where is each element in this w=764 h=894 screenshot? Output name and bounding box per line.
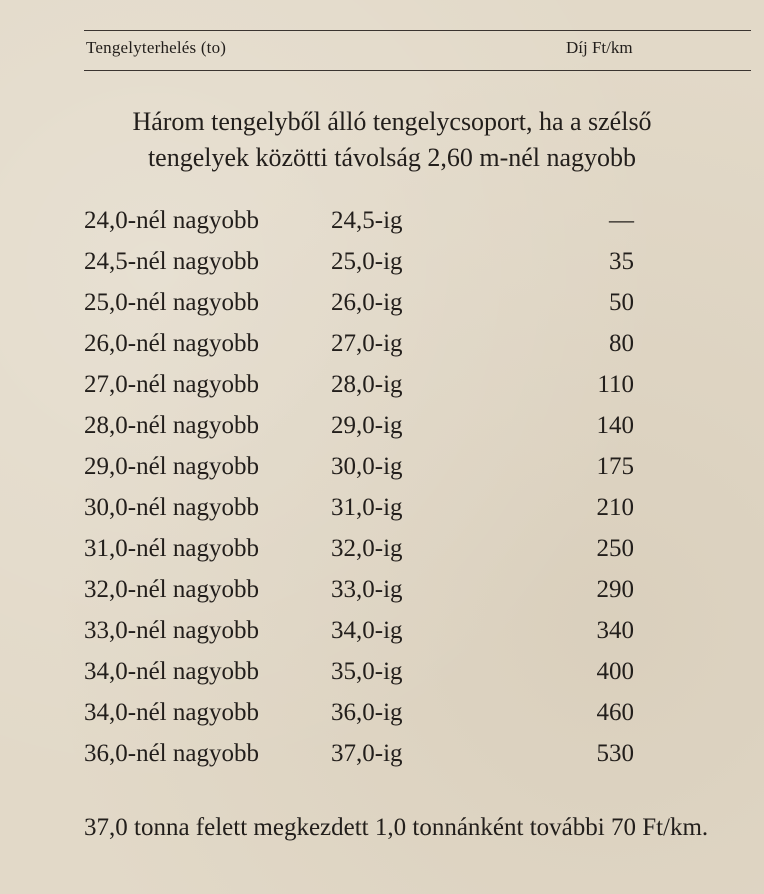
row-fee: 210 bbox=[596, 494, 634, 521]
row-upper-bound: 35,0-ig bbox=[331, 658, 403, 685]
row-upper-bound: 29,0-ig bbox=[331, 412, 403, 439]
section-title-line-1: Három tengelyből álló tengelycsoport, ha a szélső bbox=[132, 107, 652, 136]
row-lower-bound: 32,0-nél nagyobb bbox=[84, 576, 259, 603]
row-lower-bound: 24,5-nél nagyobb bbox=[84, 248, 259, 275]
section-title-line-2: tengelyek közötti távolság 2,60 m-nél nagyobb bbox=[147, 143, 637, 172]
footnote-text: 37,0 tonna felett megkezdett 1,0 tonnánként további 70 Ft/km. bbox=[84, 814, 709, 841]
fee-table bbox=[0, 200, 764, 774]
table-row bbox=[0, 200, 764, 241]
row-upper-bound: 25,0-ig bbox=[331, 248, 403, 275]
row-lower-bound: 27,0-nél nagyobb bbox=[84, 371, 259, 398]
row-fee: — bbox=[609, 207, 634, 234]
table-row bbox=[0, 651, 764, 692]
row-upper-bound: 24,5-ig bbox=[331, 207, 403, 234]
row-fee: 175 bbox=[596, 453, 634, 480]
row-upper-bound: 30,0-ig bbox=[331, 453, 403, 480]
row-upper-bound: 31,0-ig bbox=[331, 494, 403, 521]
row-lower-bound: 26,0-nél nagyobb bbox=[84, 330, 259, 357]
row-lower-bound: 34,0-nél nagyobb bbox=[84, 699, 259, 726]
section-title bbox=[60, 104, 724, 176]
row-lower-bound: 28,0-nél nagyobb bbox=[84, 412, 259, 439]
table-row bbox=[0, 528, 764, 569]
row-fee: 530 bbox=[596, 740, 634, 767]
row-fee: 80 bbox=[609, 330, 634, 357]
row-lower-bound: 25,0-nél nagyobb bbox=[84, 289, 259, 316]
row-upper-bound: 32,0-ig bbox=[331, 535, 403, 562]
column-header-fee: Díj Ft/km bbox=[566, 38, 633, 57]
table-row bbox=[0, 733, 764, 774]
table-row bbox=[0, 241, 764, 282]
row-lower-bound: 33,0-nél nagyobb bbox=[84, 617, 259, 644]
row-upper-bound: 33,0-ig bbox=[331, 576, 403, 603]
row-fee: 400 bbox=[596, 658, 634, 685]
column-header-axle-load: Tengelyterhelés (to) bbox=[86, 38, 227, 57]
row-upper-bound: 34,0-ig bbox=[331, 617, 403, 644]
table-row bbox=[0, 569, 764, 610]
row-lower-bound: 36,0-nél nagyobb bbox=[84, 740, 259, 767]
table-row bbox=[0, 364, 764, 405]
row-lower-bound: 24,0-nél nagyobb bbox=[84, 207, 259, 234]
row-upper-bound: 27,0-ig bbox=[331, 330, 403, 357]
table-row bbox=[0, 282, 764, 323]
row-upper-bound: 36,0-ig bbox=[331, 699, 403, 726]
row-lower-bound: 30,0-nél nagyobb bbox=[84, 494, 259, 521]
row-lower-bound: 34,0-nél nagyobb bbox=[84, 658, 259, 685]
row-fee: 50 bbox=[609, 289, 634, 316]
header-rule-top bbox=[84, 30, 751, 31]
row-fee: 110 bbox=[597, 371, 634, 398]
row-fee: 250 bbox=[596, 535, 634, 562]
table-row bbox=[0, 405, 764, 446]
row-fee: 460 bbox=[596, 699, 634, 726]
header-rule-bottom bbox=[84, 70, 751, 71]
row-fee: 340 bbox=[596, 617, 634, 644]
row-fee: 35 bbox=[609, 248, 634, 275]
row-upper-bound: 28,0-ig bbox=[331, 371, 403, 398]
table-row bbox=[0, 610, 764, 651]
table-row bbox=[0, 692, 764, 733]
row-fee: 290 bbox=[596, 576, 634, 603]
row-fee: 140 bbox=[596, 412, 634, 439]
table-row bbox=[0, 323, 764, 364]
row-lower-bound: 31,0-nél nagyobb bbox=[84, 535, 259, 562]
row-upper-bound: 37,0-ig bbox=[331, 740, 403, 767]
table-row bbox=[0, 487, 764, 528]
row-lower-bound: 29,0-nél nagyobb bbox=[84, 453, 259, 480]
row-upper-bound: 26,0-ig bbox=[331, 289, 403, 316]
table-row bbox=[0, 446, 764, 487]
